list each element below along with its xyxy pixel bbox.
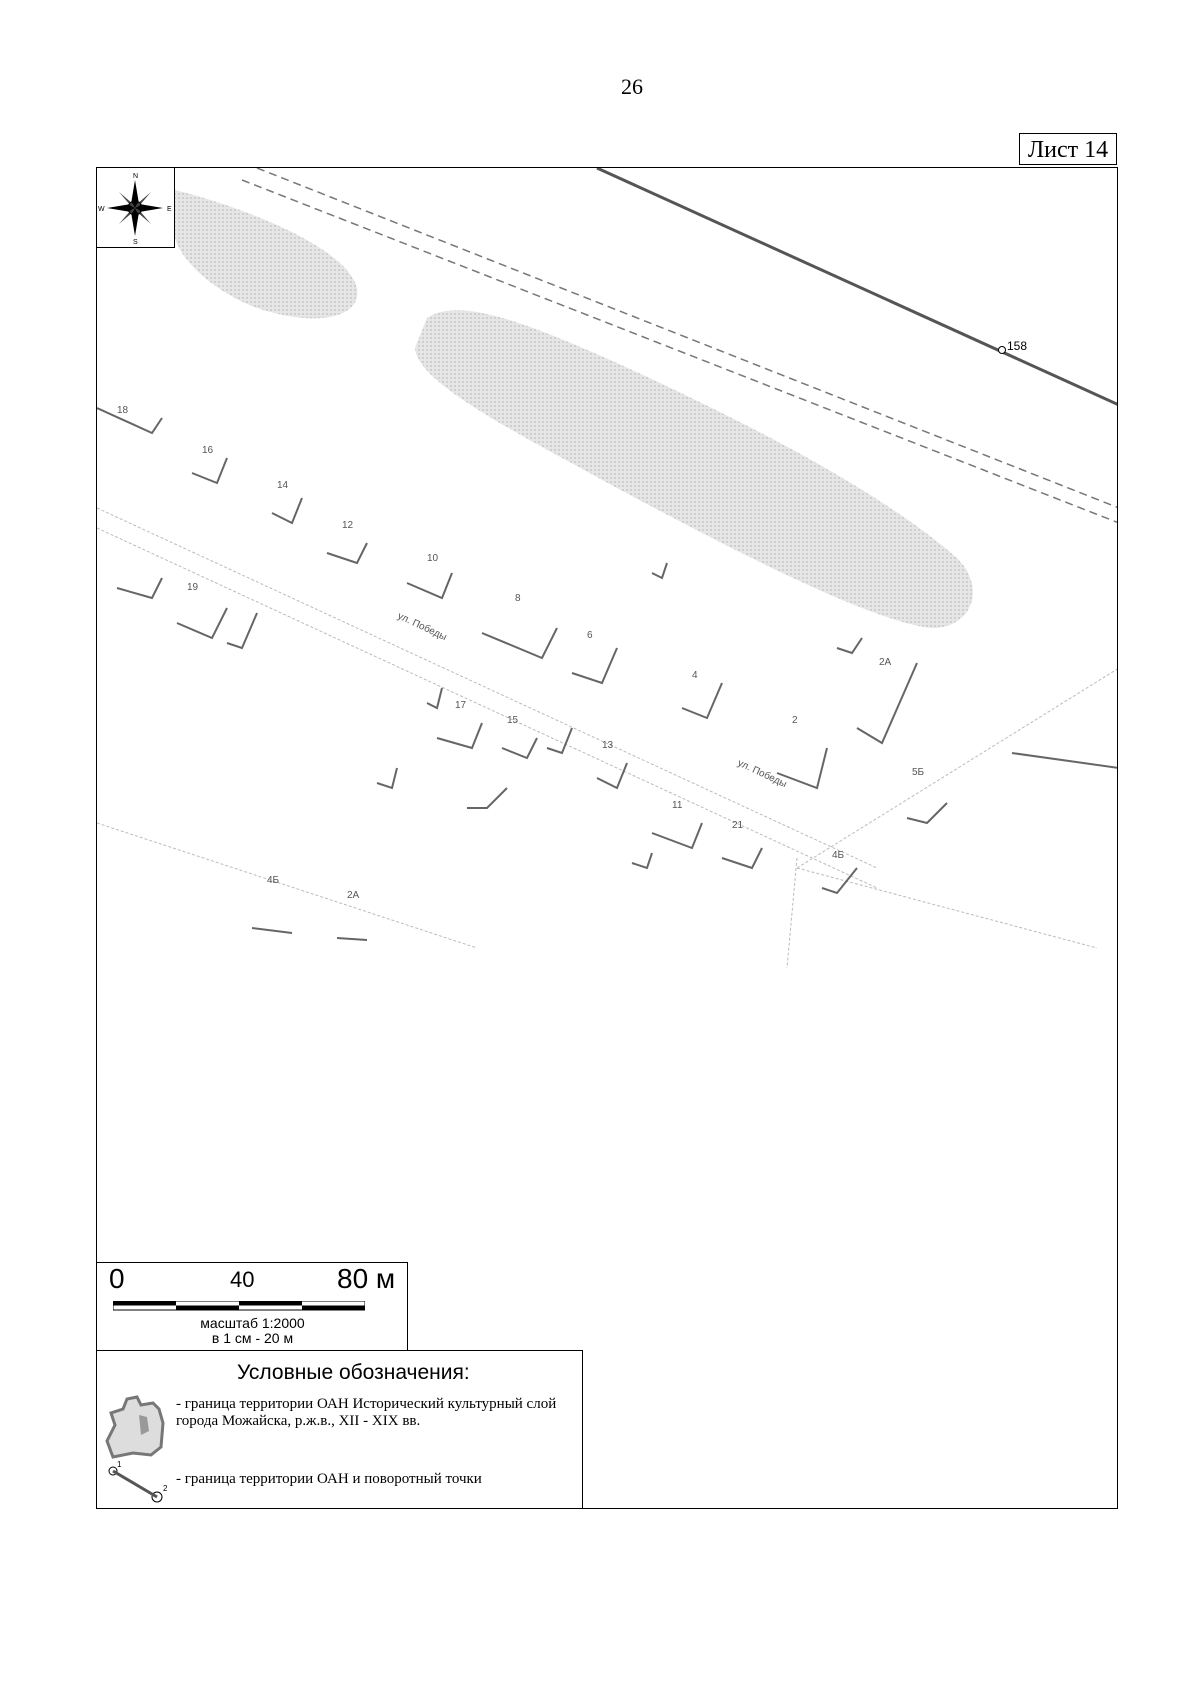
house-number: 8	[515, 593, 521, 604]
house-number: 4	[692, 670, 698, 681]
building	[467, 788, 507, 808]
page-number: 26	[621, 74, 643, 99]
turning-point-158	[999, 347, 1006, 354]
house-number: 15	[507, 715, 519, 726]
building	[857, 663, 917, 743]
house-number: 11	[672, 800, 683, 811]
scale-bar	[113, 1301, 365, 1311]
house-number: 6	[587, 630, 593, 641]
house-number: 16	[202, 445, 214, 456]
house-number: 4Б	[832, 850, 845, 861]
street-side	[797, 668, 1118, 868]
street-lower	[97, 823, 477, 948]
svg-text:1: 1	[117, 1460, 122, 1469]
buildings	[97, 408, 1118, 940]
boundary-area-icon	[103, 1395, 173, 1459]
street-right	[797, 868, 1097, 948]
building	[597, 763, 627, 788]
compass-rose	[97, 168, 175, 248]
turning-point-label: 158	[1007, 339, 1028, 353]
building	[1012, 753, 1118, 768]
oah-boundary-line	[597, 168, 1118, 405]
house-number: 5Б	[912, 767, 925, 778]
scale-caption	[97, 1316, 408, 1346]
scale-tick-80: 80 м	[337, 1263, 396, 1294]
street-label: ул. Победы	[395, 610, 449, 644]
sheet-label: Лист 14	[1019, 133, 1117, 165]
building	[652, 823, 702, 848]
svg-text:2: 2	[163, 1484, 168, 1493]
house-number: 18	[117, 405, 129, 416]
scale-ratio: масштаб 1:2000	[200, 1315, 305, 1331]
legend-item-oah-territory: - граница территории ОАН Исторический культурный слой города Можайска, р.ж.в., XII - XIX вв.	[176, 1396, 557, 1429]
house-number: 21	[732, 820, 744, 831]
building	[907, 803, 947, 823]
house-number: 13	[602, 740, 614, 751]
building	[682, 683, 722, 718]
building	[177, 608, 227, 638]
house-number: 17	[455, 700, 467, 711]
building	[547, 728, 572, 753]
building	[482, 628, 557, 658]
building	[437, 723, 482, 748]
house-number: 2	[792, 715, 798, 726]
building	[272, 498, 302, 523]
house-number: 14	[277, 480, 289, 491]
legend-box	[97, 1350, 583, 1509]
building	[822, 868, 857, 893]
house-number: 4Б	[267, 875, 280, 886]
building	[722, 848, 762, 868]
legend-item-turning-points: - граница территории ОАН и поворотный точки	[176, 1471, 482, 1487]
building	[192, 458, 227, 483]
house-number: 2А	[879, 657, 892, 668]
cultural-layer-area-2	[415, 310, 973, 628]
building	[837, 638, 862, 653]
svg-text:E: E	[167, 206, 172, 213]
svg-text:N: N	[133, 173, 139, 180]
building	[652, 563, 667, 578]
building	[227, 613, 257, 648]
scale-tick-40: 40	[230, 1267, 255, 1292]
legend-title: Условные обозначения:	[237, 1361, 470, 1384]
scale-tick-0: 0	[109, 1263, 125, 1294]
building	[377, 768, 397, 788]
house-number: 10	[427, 553, 439, 564]
house-number: 19	[187, 582, 199, 593]
svg-text:W: W	[98, 206, 105, 213]
house-number: 2А	[347, 890, 360, 901]
building	[502, 738, 537, 758]
map-frame	[96, 167, 1118, 1509]
cultural-layer-area-1	[175, 190, 357, 318]
building	[427, 688, 442, 708]
street-vertical	[787, 858, 797, 968]
turning-point-icon	[105, 1459, 175, 1509]
building	[632, 853, 652, 868]
street-label: ул. Победы	[735, 757, 789, 791]
svg-text:S: S	[133, 239, 138, 246]
building	[407, 573, 452, 598]
scale-per-cm: в 1 см - 20 м	[211, 1330, 294, 1346]
compass-icon	[97, 168, 174, 247]
building	[572, 648, 617, 683]
scale-box	[97, 1262, 408, 1350]
street-pobedy-2	[97, 528, 877, 888]
building	[117, 578, 162, 598]
building	[97, 408, 162, 433]
building	[337, 938, 367, 940]
building	[252, 928, 292, 933]
building	[327, 543, 367, 563]
house-number: 12	[342, 520, 354, 531]
